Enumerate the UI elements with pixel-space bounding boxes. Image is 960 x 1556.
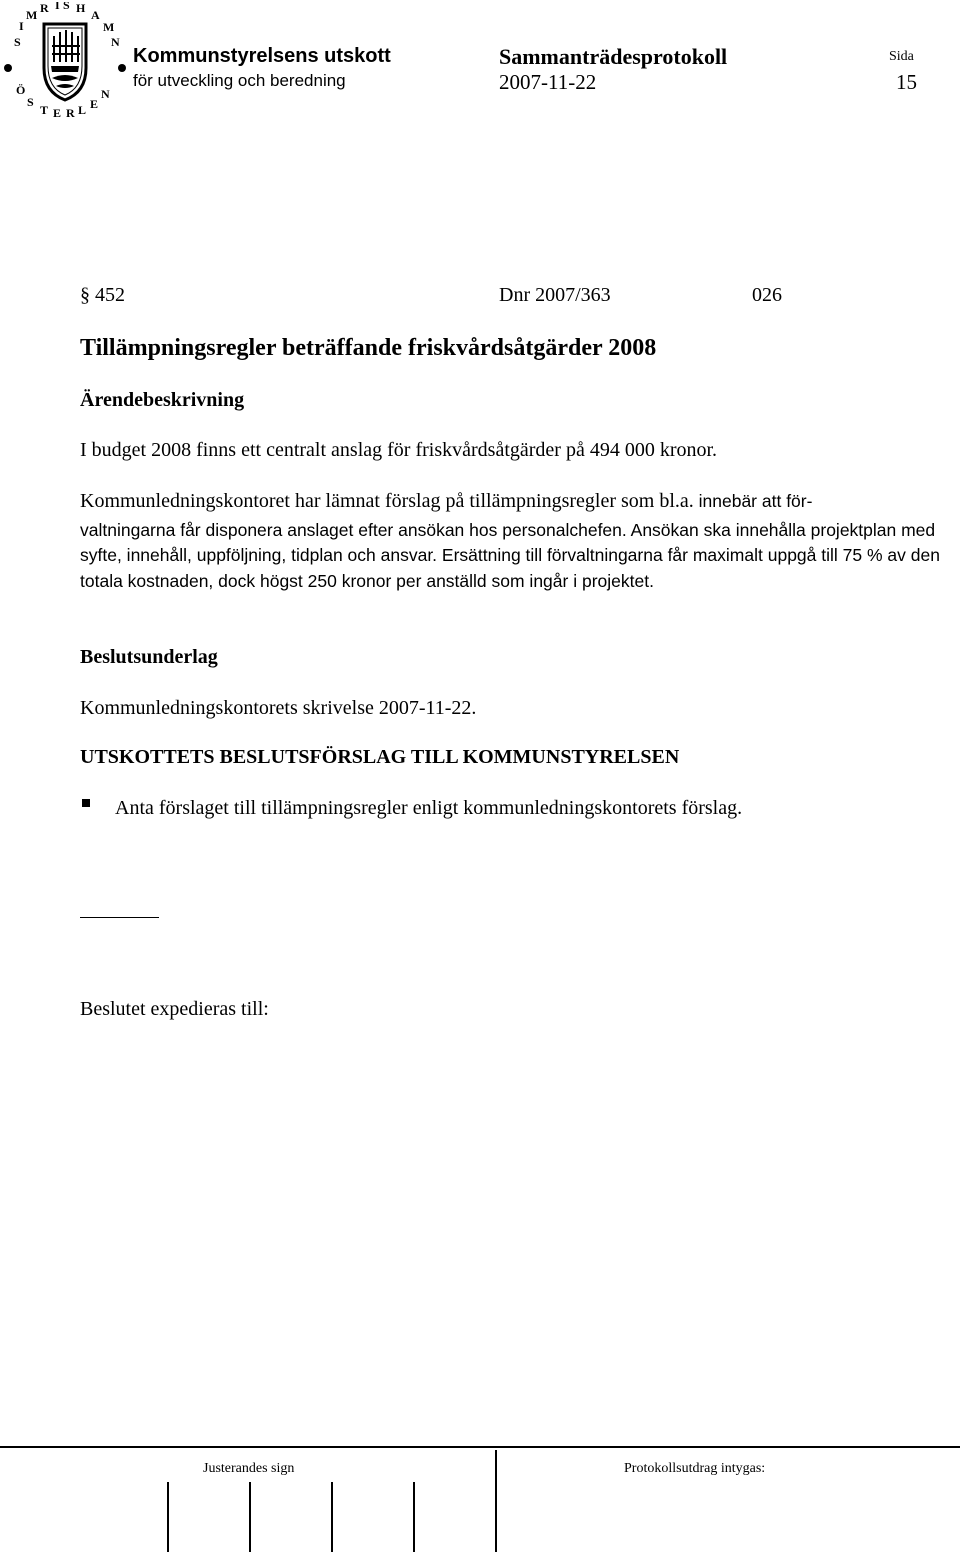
svg-text:E: E bbox=[90, 97, 99, 111]
description-line-serif: Kommunledningskontoret har lämnat förslag på tillämpningsregler som bl.a. bbox=[80, 490, 694, 512]
footer-rule bbox=[0, 1446, 960, 1448]
municipality-seal-logo bbox=[2, 2, 128, 120]
protocol-title: Sammanträdesprotokoll bbox=[499, 44, 728, 69]
signature-box-divider bbox=[249, 1482, 251, 1552]
diary-number: Dnr 2007/363 bbox=[499, 284, 611, 306]
svg-text:N: N bbox=[101, 87, 110, 101]
svg-text:T: T bbox=[40, 103, 49, 117]
basis-text: Kommunledningskontorets skrivelse 2007-11-22. bbox=[80, 697, 477, 719]
committee-subtitle: för utveckling och beredning bbox=[133, 71, 346, 90]
item-title: Tillämpningsregler beträffande friskvårdsåtgärder 2008 bbox=[80, 335, 657, 361]
protocol-date: 2007-11-22 bbox=[499, 70, 597, 94]
footer-column-divider bbox=[495, 1450, 497, 1552]
svg-text:S: S bbox=[27, 95, 34, 109]
svg-text:H: H bbox=[76, 2, 86, 15]
svg-text:R: R bbox=[66, 106, 75, 120]
archive-code: 026 bbox=[752, 284, 782, 306]
svg-text:I: I bbox=[55, 2, 60, 12]
description-intro: I budget 2008 finns ett centralt anslag för friskvårdsåtgärder på 494 000 kronor. bbox=[80, 439, 718, 461]
page-label: Sida bbox=[889, 49, 914, 64]
svg-text:M: M bbox=[26, 8, 38, 22]
bullet-square-icon bbox=[82, 799, 90, 807]
svg-text:Ö: Ö bbox=[16, 83, 26, 97]
svg-text:N: N bbox=[111, 35, 120, 49]
separator-line bbox=[80, 917, 159, 918]
description-body: valtningarna får disponera anslaget efter ansökan hos personalchefen. Ansökan ska innehålla projektplan med syfte, innehåll, uppföljning, tidplan och ansvar. Ersättning till förvaltningarna får maximalt uppgå till 75 % av den totala kostnaden, dock högst 250 kronor per anställd som ingår i projektet. bbox=[80, 520, 940, 591]
signature-box-divider bbox=[167, 1482, 169, 1552]
dispatch-label: Beslutet expedieras till: bbox=[80, 998, 269, 1020]
svg-text:S: S bbox=[14, 35, 21, 49]
extract-certified-label: Protokollsutdrag intygas: bbox=[624, 1461, 766, 1476]
justification-sign-label: Justerandes sign bbox=[203, 1461, 295, 1476]
svg-text:R: R bbox=[40, 2, 49, 15]
page-number: 15 bbox=[896, 70, 917, 94]
svg-text:E: E bbox=[53, 106, 62, 120]
svg-text:M: M bbox=[103, 20, 115, 34]
svg-text:A: A bbox=[91, 8, 100, 22]
svg-text:L: L bbox=[78, 103, 87, 117]
description-line bbox=[80, 490, 812, 513]
description-heading: Ärendebeskrivning bbox=[80, 389, 245, 411]
description-line-sans: innebär att för- bbox=[693, 491, 813, 511]
signature-box-divider bbox=[331, 1482, 333, 1552]
committee-title: Kommunstyrelsens utskott bbox=[133, 45, 391, 67]
svg-text:I: I bbox=[19, 19, 24, 33]
svg-text:S: S bbox=[63, 2, 70, 12]
paragraph-number: § 452 bbox=[80, 284, 125, 306]
proposal-heading: UTSKOTTETS BESLUTSFÖRSLAG TILL KOMMUNSTYRELSEN bbox=[80, 746, 680, 768]
basis-heading: Beslutsunderlag bbox=[80, 646, 218, 668]
signature-box-divider bbox=[413, 1482, 415, 1552]
proposal-bullet: Anta förslaget till tillämpningsregler enligt kommunledningskontorets förslag. bbox=[115, 797, 743, 819]
